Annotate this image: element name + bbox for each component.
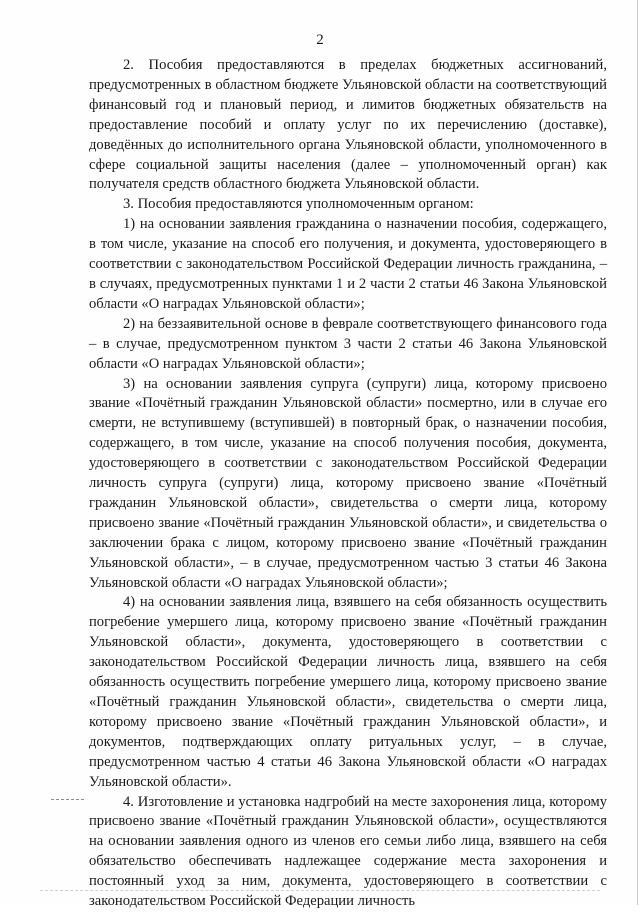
paragraph-3-intro: 3. Пособия предоставляются уполномоченным органом: [123,196,474,213]
paragraph-2-budget-limits: 2. Пособия предоставляются в пределах бюджетных ассигнований, предусмотренных в областном бюджете Ульяновской области на соответствующий финансовый год и плановый период, и лимитов бюджетных обязательств на предоставление пособий и оплату услуг по их перечислению (доставке), доведённых до исполнительного органа Ульяновской области, уполномоченного в сфере социальной защиты населения (далее – уполномоченный орган) как получателя средств областного бюджета Ульяновской области. [89,57,607,193]
page-right-edge [637,0,638,905]
paragraph-4-tombstones: 4. Изготовление и установка надгробий на месте захоронения лица, которому присвоено звание «Почётный гражданин Ульяновской области», осуществляются на основании заявления одного из членов его семьи либо лица, взявшего на себя обязательство обеспечивать надлежащее содержание места захоронения и постоянный уход за ним, документа, удостоверяющего в соответствии с законодательством Российской Федерации личность [89,793,607,910]
paragraph-3-item-1: 1) на основании заявления гражданина о назначении пособия, содержащего, в том числе, указание на способ его получения, и документа, удостоверяющего в соответствии с законодательством Российской Федерации личность гражданина, – в случаях, предусмотренных пунктами 1 и 2 части 2 статьи 46 Закона Ульяновской области «О наградах Ульяновской области»; [89,216,607,312]
document-body [89,56,607,912]
paragraph-3-item-2: 2) на беззаявительной основе в феврале соответствующего финансового года – в случае, предусмотренном пунктом 3 части 2 статьи 46 Закона Ульяновской области «О наградах Ульяновской области»; [89,315,607,372]
page-number: 2 [316,32,324,48]
scan-margin-mark [51,799,84,801]
scan-bottom-edge [40,890,600,892]
paragraph-3-item-3: 3) на основании заявления супруга (супруги) лица, которому присвоено звание «Почётный гражданин Ульяновской области» посмертно, или в случае его смерти, не вступившему (вступившей) в повторный брак, о назначении пособия, содержащего, в том числе, указание на способ получения пособия, документа, удостоверяющего в соответствии с законодательством Российской Федерации личность супруга (супруги) лица, которому присвоено звание «Почётный гражданин Ульяновской области», свидетельства о смерти лица, которому присвоено звание «Почётный гражданин Ульяновской области», и свидетельства о заключении брака с лицом, которому присвоено звание «Почётный гражданин Ульяновской области», – в случае, предусмотренном частью 3 статьи 46 Закона Ульяновской области «О наградах Ульяновской области»; [89,375,607,591]
paragraph-3-item-4: 4) на основании заявления лица, взявшего на себя обязанность осуществить погребение умершего лица, которому присвоено звание «Почётный гражданин Ульяновской области», документа, удостоверяющего в соответствии с законодательством Российской Федерации личность лица, взявшего на себя обязанность осуществить погребение умершего лица, которому присвоено звание «Почётный гражданин Ульяновской области», свидетельства о смерти лица, которому присвоено звание «Почётный гражданин Ульяновской области», и документов, подтверждающих оплату ритуальных услуг, – в случае, предусмотренном частью 4 статьи 46 Закона Ульяновской области «О наградах Ульяновской области». [89,594,607,790]
